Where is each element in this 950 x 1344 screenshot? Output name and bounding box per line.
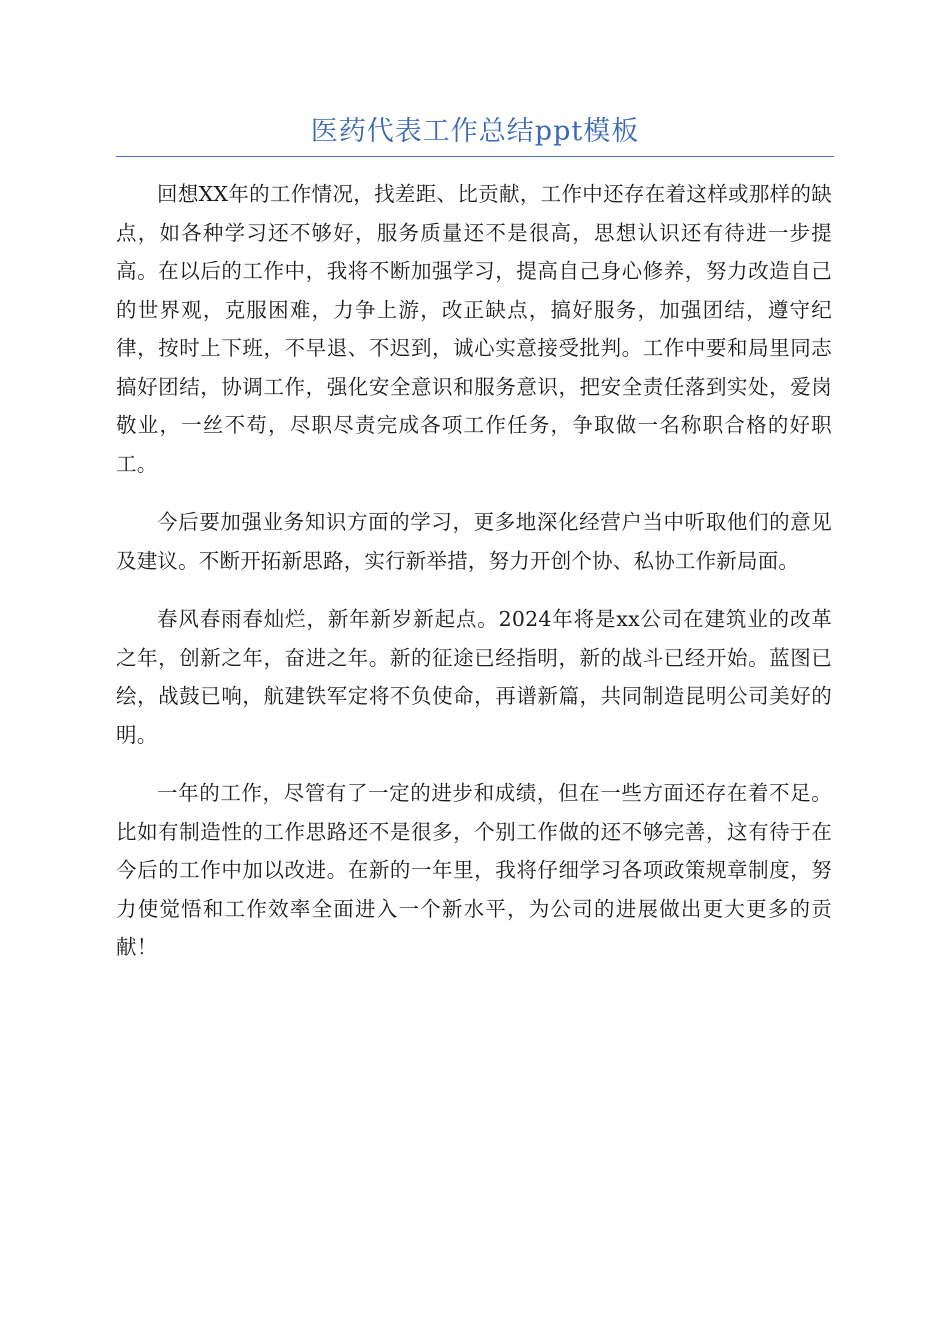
page-title: 医药代表工作总结ppt模板 (310, 116, 640, 147)
paragraph-4: 一年的工作，尽管有了一定的进步和成绩，但在一些方面还存在着不足。比如有制造性的工作思路还不是很多，个别工作做的还不够完善，这有待于在今后的工作中加以改进。在新的一年里，我将仔细学习各项政策规章制度，努力使觉悟和工作效率全面进入一个新水平，为公司的进展做出更大更多的贡献！ (116, 781, 832, 959)
title-block (116, 112, 834, 157)
paragraph-3: 春风春雨春灿烂，新年新岁新起点。2024年将是xx公司在建筑业的改革之年，创新之年，奋进之年。新的征途已经指明，新的战斗已经开始。蓝图已绘，战鼓已响，航建铁军定将不负使命，再谱新篇，共同制造昆明公司美好的明。 (116, 607, 832, 747)
paragraph-1: 回想XX年的工作情况，找差距、比贡献，工作中还存在着这样或那样的缺点，如各种学习还不够好，服务质量还不是很高，思想认识还有待进一步提高。在以后的工作中，我将不断加强学习，提高自己身心修养，努力改造自己的世界观，克服困难，力争上游，改正缺点，搞好服务，加强团结，遵守纪律，按时上下班，不早退、不迟到，诚心实意接受批判。工作中要和局里同志搞好团结，协调工作，强化安全意识和服务意识，把安全责任落到实处，爱岗敬业，一丝不苟，尽职尽责完成各项工作任务，争取做一名称职合格的好职工。 (116, 182, 832, 476)
document-body (116, 175, 832, 987)
paragraph-2: 今后要加强业务知识方面的学习，更多地深化经营户当中听取他们的意见及建议。不断开拓新思路，实行新举措，努力开创个协、私协工作新局面。 (116, 510, 832, 573)
